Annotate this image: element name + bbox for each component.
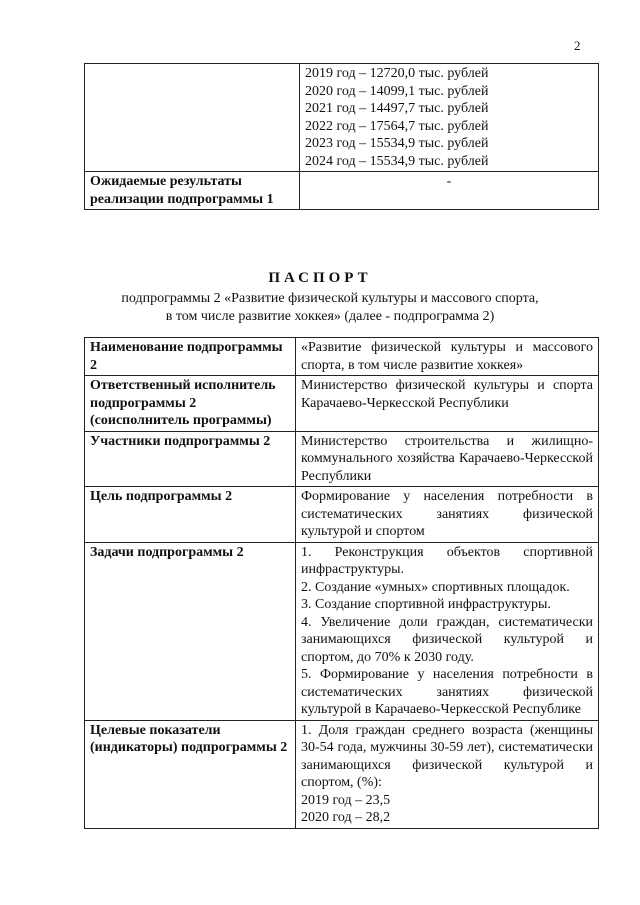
row-label-goal: Цель подпрограммы 2 bbox=[85, 487, 296, 543]
table-row bbox=[85, 338, 599, 376]
funding-line: 2021 год – 14497,7 тыс. рублей bbox=[305, 101, 489, 116]
row-value-participants: Министерство строительства и жилищно-коммунального хозяйства Карачаево-Черкесской Республики bbox=[296, 431, 599, 487]
table-row bbox=[85, 720, 599, 828]
passport-table bbox=[84, 337, 599, 829]
funding-table bbox=[84, 63, 599, 210]
table-row bbox=[85, 487, 599, 543]
row-label-tasks: Задачи подпрограммы 2 bbox=[85, 542, 296, 720]
funding-line: 2024 год – 15534,9 тыс. рублей bbox=[305, 153, 489, 169]
table-row bbox=[85, 542, 599, 720]
table-row bbox=[85, 376, 599, 432]
task-item: 4. Увеличение доли граждан, систематически занимающихся физической культурой и спортом, до 70% к 2030 году. bbox=[301, 614, 593, 665]
row-value-indicators bbox=[296, 720, 599, 828]
passport-subtitle-line: подпрограммы 2 «Развитие физической культуры и массового спорта, bbox=[121, 291, 539, 306]
table-cell-empty bbox=[85, 64, 300, 172]
passport-subtitle-line: в том числе развитие хоккея» (далее - подпрограмма 2) bbox=[165, 309, 495, 324]
task-item: 1. Реконструкция объектов спортивной инфраструктуры. bbox=[301, 544, 593, 577]
expected-results-value: - bbox=[300, 172, 599, 210]
row-label-indicators: Целевые показатели (индикаторы) подпрограммы 2 bbox=[85, 720, 296, 828]
row-value-name: «Развитие физической культуры и массового спорта, в том числе развитие хоккея» bbox=[296, 338, 599, 376]
funding-line: 2023 год – 15534,9 тыс. рублей bbox=[305, 136, 489, 151]
passport-title: ПАСПОРТ bbox=[268, 270, 372, 286]
page-number: 2 bbox=[574, 38, 581, 53]
indicator-intro: 1. Доля граждан среднего возраста (женщины 30-54 года, мужчины 30-59 лет), систематически занимающихся физической культурой и спортом, (%): bbox=[301, 722, 593, 790]
row-label-participants: Участники подпрограммы 2 bbox=[85, 431, 296, 487]
expected-results-label: Ожидаемые результаты реализации подпрограммы 1 bbox=[85, 172, 300, 210]
funding-line: 2020 год – 14099,1 тыс. рублей bbox=[305, 83, 489, 99]
task-item: 5. Формирование у населения потребности в систематических занятиях физической культурой в Карачаево-Черкесской Республике bbox=[301, 667, 593, 717]
row-label-name: Наименование подпрограммы 2 bbox=[85, 338, 296, 376]
funding-cell bbox=[300, 64, 599, 172]
indicator-value: 2020 год – 28,2 bbox=[301, 810, 391, 825]
funding-line: 2022 год – 17564,7 тыс. рублей bbox=[305, 118, 489, 134]
row-value-goal: Формирование у населения потребности в систематических занятиях физической культурой и спортом bbox=[296, 487, 599, 543]
table-row bbox=[85, 431, 599, 487]
row-value-tasks bbox=[296, 542, 599, 720]
table-row bbox=[85, 172, 599, 210]
task-item: 3. Создание спортивной инфраструктуры. bbox=[301, 597, 551, 612]
indicator-value: 2019 год – 23,5 bbox=[301, 792, 391, 808]
passport-subtitle bbox=[100, 290, 560, 326]
task-item: 2. Создание «умных» спортивных площадок. bbox=[301, 579, 570, 595]
row-label-executor: Ответственный исполнитель подпрограммы 2 (соисполнитель программы) bbox=[85, 376, 296, 432]
table-row bbox=[85, 64, 599, 172]
row-value-executor: Министерство физической культуры и спорта Карачаево-Черкесской Республики bbox=[296, 376, 599, 432]
funding-line: 2019 год – 12720,0 тыс. рублей bbox=[305, 66, 489, 81]
